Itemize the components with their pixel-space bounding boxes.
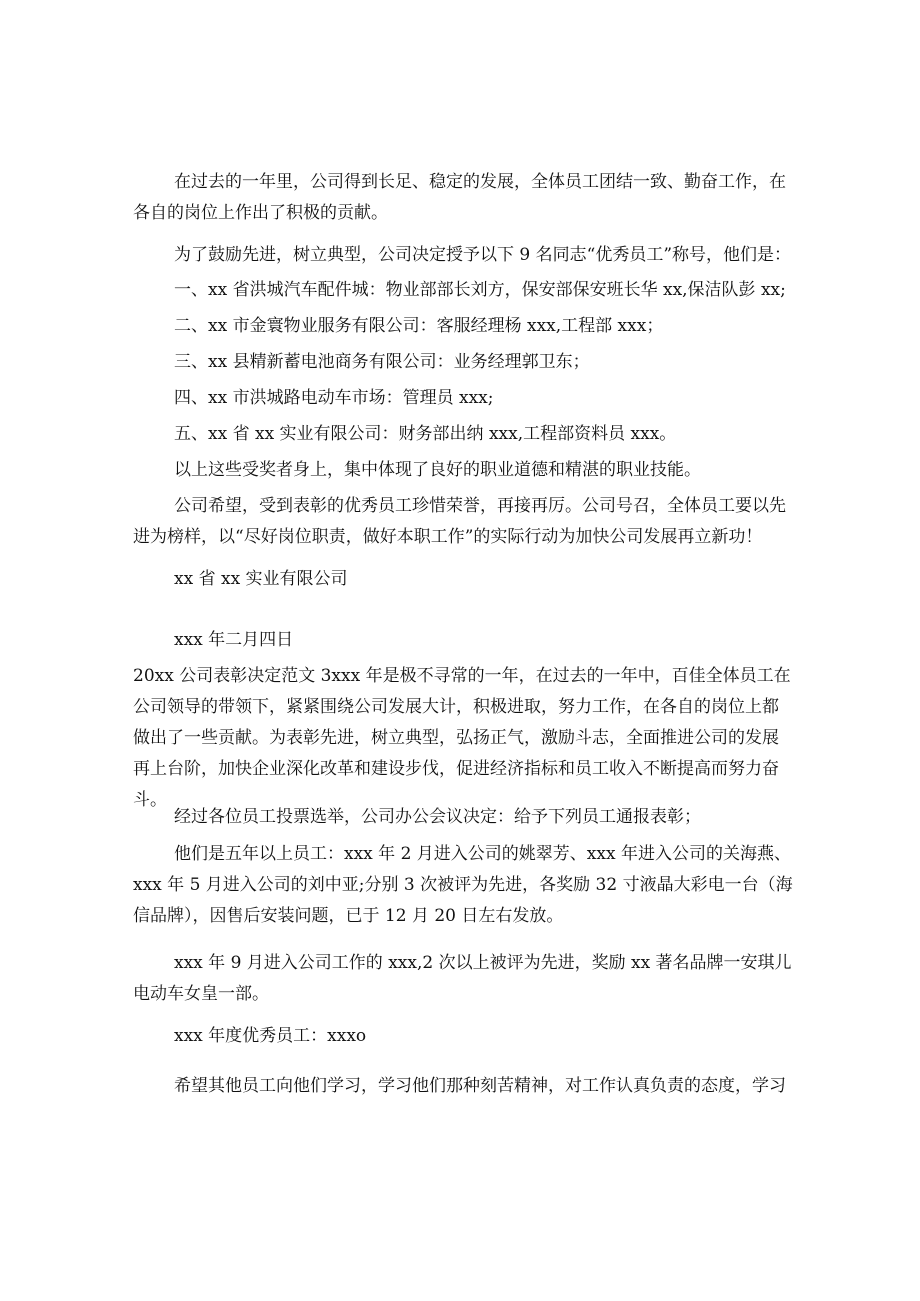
paragraph-call-to-action: 公司希望，受到表彰的优秀员工珍惜荣誉，再接再厉。公司号召，全体员工要以先进为榜样，以“尽好岗位职责，做好本职工作”的实际行动为加快公司发展再立新功！ — [133, 496, 786, 547]
list-item-3: 三、xx 县精新蓄电池商务有限公司：业务经理郭卫东； — [174, 352, 590, 372]
signature-company: xx 省 xx 实业有限公司 — [174, 569, 348, 589]
paragraph-voting: 经过各位员工投票选举，公司办公会议决定：给予下列员工通报表彰； — [174, 807, 701, 827]
paragraph-five-year-staff: 他们是五年以上员工：xxx 年 2 月进入公司的姚翠芳、xxx 年进入公司的关海燕、xxx 年 5 月进入公司的刘中亚;分别 3 次被评为先进，各奖励 32 寸液晶大彩电一台（海信品牌），因售后安装问题，已于 12 月 20 日左右发放。 — [133, 844, 793, 926]
paragraph-intro: 在过去的一年里，公司得到长足、稳定的发展，全体员工团结一致、勤奋工作，在各自的岗位上作出了积极的贡献。 — [133, 172, 786, 223]
list-item-2: 二、xx 市金寰物业服务有限公司：客服经理杨 xxx,工程部 xxx； — [174, 316, 664, 336]
list-item-5: 五、xx 省 xx 实业有限公司：财务部出纳 xxx,工程部资料员 xxx。 — [174, 424, 677, 444]
paragraph-skills: 以上这些受奖者身上，集中体现了良好的职业道德和精湛的职业技能。 — [174, 460, 701, 480]
paragraph-learn-from-them: 希望其他员工向他们学习，学习他们那种刻苦精神，对工作认真负责的态度，学习 — [174, 1076, 786, 1096]
list-item-4: 四、xx 市洪城路电动车市场：管理员 xxx; — [174, 388, 494, 408]
paragraph-decision-intro: 20xx 公司表彰决定范文 3xxx 年是极不寻常的一年，在过去的一年中，百佳全体员工在公司领导的带领下，紧紧围绕公司发展大计，积极进取，努力工作，在各自的岗位上都做出了一些贡献。为表彰先进，树立典型，弘扬正气，激励斗志，全面推进公司的发展再上台阶，加快企业深化改革和建设步伐，促进经济指标和员工收入不断提高而努力奋斗。 — [133, 666, 791, 810]
paragraph-annual-excellent: xxx 年度优秀员工：xxxo — [174, 1026, 367, 1046]
signature-date: xxx 年二月四日 — [174, 630, 294, 650]
paragraph-award-announcement: 为了鼓励先进，树立典型，公司决定授予以下 9 名同志“优秀员工”称号，他们是： — [174, 245, 792, 265]
list-item-1: 一、xx 省洪城汽车配件城：物业部部长刘方，保安部保安班长华 xx,保洁队彭 xx; — [174, 280, 786, 300]
paragraph-nine-month-staff: xxx 年 9 月进入公司工作的 xxx,2 次以上被评为先进，奖励 xx 著名品牌一安琪儿电动车女皇一部。 — [133, 953, 792, 1004]
